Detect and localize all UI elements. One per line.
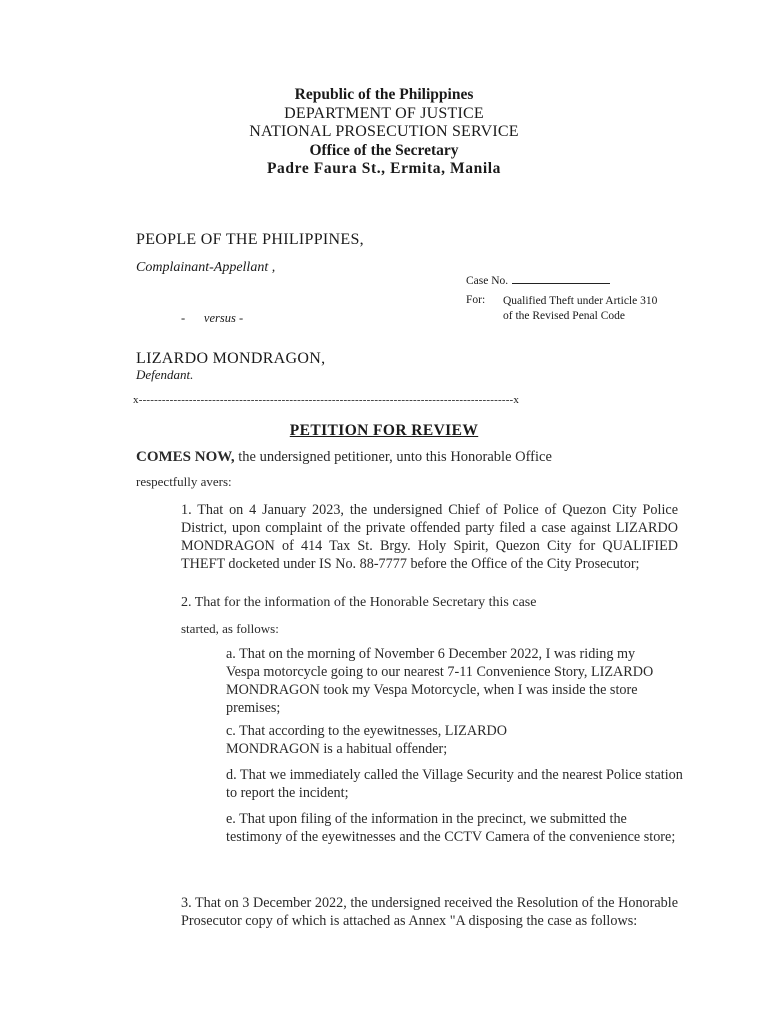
offense-line-2: of the Revised Penal Code [503,310,626,322]
case-number-blank [512,273,610,284]
paragraph-2-line-2: started, as follows: [181,621,279,636]
caption-separator: x-------------------------------------------------------------------------------------------------x [133,394,520,406]
paragraph-3: 3. That on 3 December 2022, the undersigned received the Resolution of the Honorable Prosecutor copy of which is attached as Annex "A disposing the case as follows: [181,895,678,929]
subparagraph-d: d. That we immediately called the Village Security and the nearest Police station to report the incident; [226,767,683,801]
document-title: PETITION FOR REVIEW [289,422,479,439]
case-number-label: Case No. [466,275,509,287]
intro-line-1 [136,449,552,466]
paragraph-1: 1. That on 4 January 2023, the undersigned Chief of Police of Quezon City Police District, upon complaint of the private offended party filed a case against LIZARDO MONDRAGON of 414 Tax St. Brgy. Holy Spirit, Quezon City for QUALIFIED THEFT docketed under IS No. 88-7777 before the Office of the City Prosecutor; [181,502,678,572]
header-department: DEPARTMENT OF JUSTICE [284,104,484,122]
paragraph-2-line-1: 2. That for the information of the Honorable Secretary this case [181,595,537,610]
document-header [0,86,768,179]
subparagraph-e: e. That upon filing of the information in the precinct, we submitted the testimony of the eyewitnesses and the CCTV Camera of the convenience store; [226,811,676,845]
versus-label: - versus - [181,311,244,325]
header-office: Office of the Secretary [309,141,459,159]
defendant-role: Defendant. [136,367,194,382]
offense-line-1: Qualified Theft under Article 310 [503,295,658,307]
complainant-role: Complainant-Appellant , [136,260,276,275]
offense-description [503,294,657,324]
intro-rest: the undersigned petitioner, unto this Honorable Office [234,449,552,465]
header-service: NATIONAL PROSECUTION SERVICE [249,123,519,140]
header-republic: Republic of the Philippines [294,86,474,103]
comes-now: COMES NOW, [136,449,235,465]
for-label: For: [466,294,486,306]
header-address: Padre Faura St., Ermita, Manila [266,160,501,177]
defendant-name: LIZARDO MONDRAGON, [136,350,326,367]
case-number-line [466,273,610,287]
subparagraph-c: c. That according to the eyewitnesses, LIZARDO MONDRAGON is a habitual offender; [226,723,508,757]
intro-line-2: respectfully avers: [136,474,232,489]
complainant-name: PEOPLE OF THE PHILIPPINES, [136,231,364,248]
subparagraph-a: a. That on the morning of November 6 December 2022, I was riding my Vespa motorcycle going to our nearest 7-11 Convenience Story, LIZARDO MONDRAGON took my Vespa Motorcycle, when I was inside the store premises; [226,646,654,716]
